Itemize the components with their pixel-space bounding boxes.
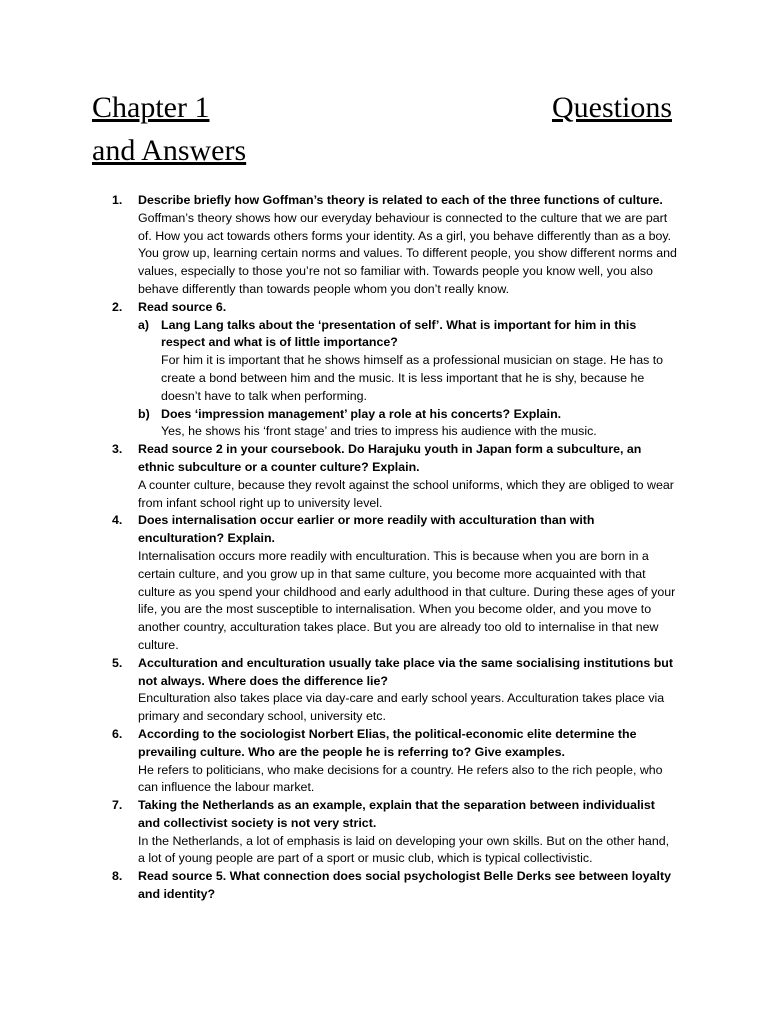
title-line-2 xyxy=(92,129,672,172)
qa-item-8 xyxy=(112,868,678,904)
sub-question-text: Lang Lang talks about the ‘presentation of self’. What is important for him in this respect and what is of little importance? xyxy=(161,317,637,350)
item-number: 4. xyxy=(112,513,123,528)
sub-question-b xyxy=(138,406,678,442)
item-number: 8. xyxy=(112,869,123,884)
sub-letter: a) xyxy=(138,317,150,332)
qa-item-1 xyxy=(112,192,678,299)
answer-text: Internalisation occurs more readily with enculturation. This is because when you are born in a certain culture, and you grow up in that same culture, you become more acquainted with that culture as you spend your childhood and early adulthood in that culture. During these ages of your life, you are the most susceptible to internalisation. When you become older, and you move to another country, acculturation takes place. But you are already too old to internalise in that new culture. xyxy=(138,548,676,652)
qa-item-2 xyxy=(112,299,678,441)
page-title xyxy=(92,86,672,172)
qa-item-7 xyxy=(112,797,678,868)
item-number: 3. xyxy=(112,442,123,457)
question-text: Read source 6. xyxy=(138,299,227,314)
question-text: Read source 5. What connection does social psychologist Belle Derks see between loyalty and identity? xyxy=(138,869,671,902)
question-text: Does internalisation occur earlier or more readily with acculturation than with enculturation? Explain. xyxy=(138,513,595,546)
item-number: 1. xyxy=(112,193,123,207)
item-number: 5. xyxy=(112,655,123,670)
title-questions: Questions xyxy=(552,91,672,124)
title-line-1 xyxy=(92,86,672,129)
answer-text: In the Netherlands, a lot of emphasis is laid on developing your own skills. But on the other hand, a lot of young people are part of a sport or music club, which is typical collectivistic. xyxy=(138,833,670,866)
qa-item-3 xyxy=(112,441,678,512)
qa-list xyxy=(112,192,678,904)
sub-answer-text: For him it is important that he shows himself as a professional musician on stage. He has to create a bond between him and the music. It is less important that he is shy, because he doesn’t have to talk when performing. xyxy=(161,353,664,403)
question-text: Describe briefly how Goffman’s theory is related to each of the three functions of culture. xyxy=(138,193,663,207)
question-text: Taking the Netherlands as an example, explain that the separation between individualist and collectivist society is not very strict. xyxy=(138,798,655,830)
question-text: According to the sociologist Norbert Elias, the political-economic elite determine the prevailing culture. Who are the people he is referring to? Give examples. xyxy=(138,726,637,759)
item-number: 6. xyxy=(112,726,123,741)
title-and-answers: and Answers xyxy=(92,134,247,167)
item-number: 2. xyxy=(112,299,123,314)
sub-question-a xyxy=(138,317,678,406)
qa-item-6 xyxy=(112,726,678,797)
answer-text: A counter culture, because they revolt against the school uniforms, which they are obliged to wear from infant school right up to university level. xyxy=(138,477,674,510)
sub-question-text: Does ‘impression management’ play a role at his concerts? Explain. xyxy=(161,406,562,421)
item-number: 7. xyxy=(112,798,123,813)
question-text: Read source 2 in your coursebook. Do Harajuku youth in Japan form a subculture, an ethnic subculture or a counter culture? Explain. xyxy=(138,442,642,474)
question-text: Acculturation and enculturation usually take place via the same socialising institutions but not always. Where does the difference lie? xyxy=(138,655,673,688)
sub-letter: b) xyxy=(138,406,150,421)
answer-text: Enculturation also takes place via day-care and early school years. Acculturation takes place via primary and secondary school, university etc. xyxy=(138,691,665,724)
sub-answer-text: Yes, he shows his ‘front stage’ and tries to impress his audience with the music. xyxy=(161,424,597,439)
qa-item-4 xyxy=(112,512,678,654)
answer-text: He refers to politicians, who make decisions for a country. He refers also to the rich people, who can influence the labour market. xyxy=(138,762,663,795)
title-chapter: Chapter 1 xyxy=(92,91,210,124)
answer-text: Goffman’s theory shows how our everyday behaviour is connected to the culture that we are part of. How you act towards others forms your identity. As a girl, you behave differently than as a boy. You grow up, learning certain norms and values. To different people, you show different norms and values, especially to those you’re not so familiar with. Towards people you know well, you also behave differently than towards people whom you don’t really know. xyxy=(138,210,677,296)
qa-item-5 xyxy=(112,655,678,726)
